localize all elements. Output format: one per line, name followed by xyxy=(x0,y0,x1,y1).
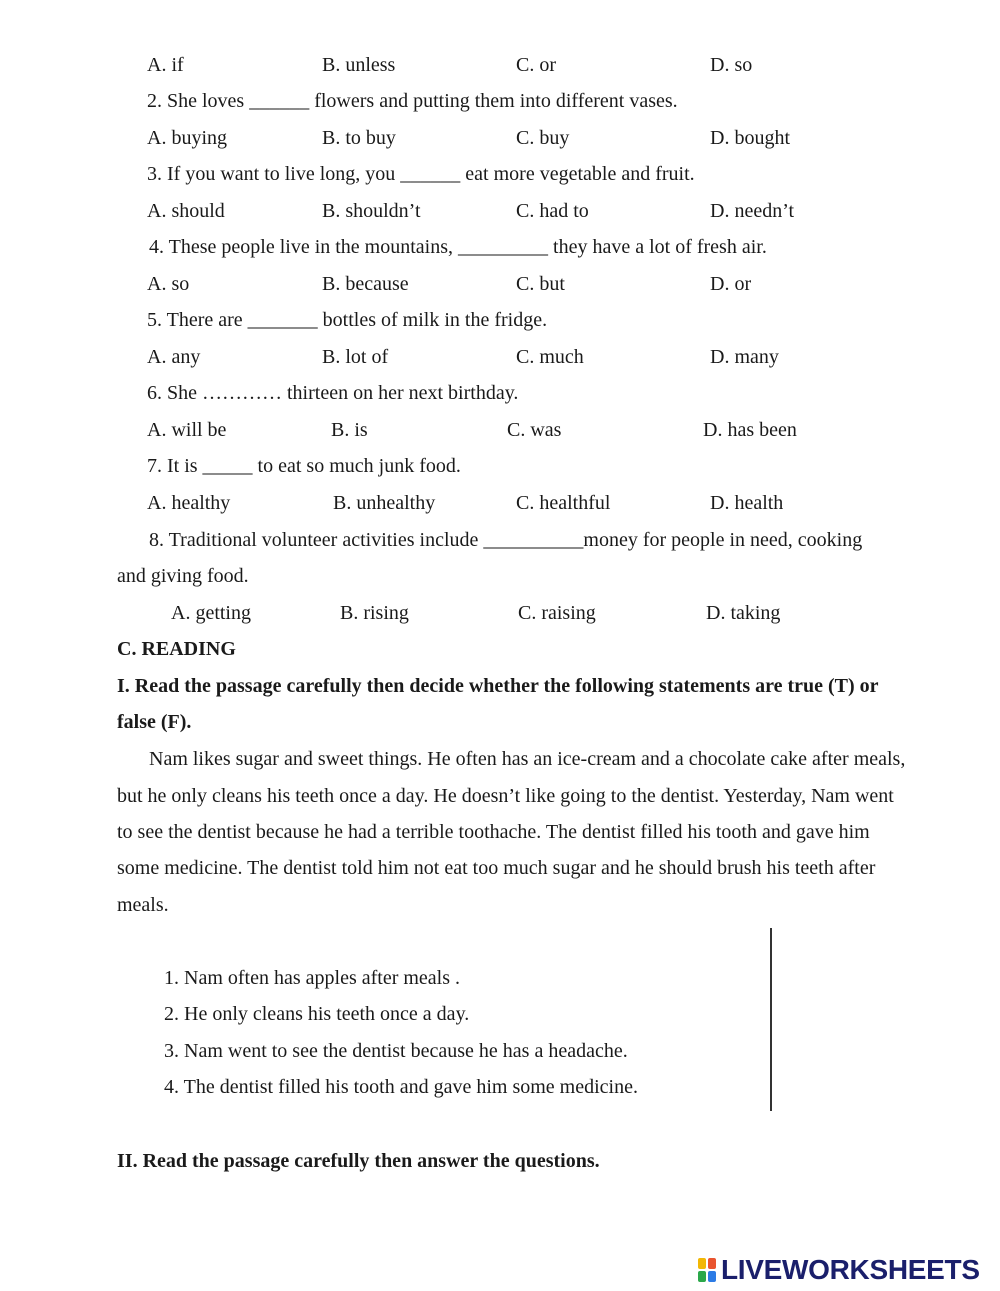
question-stem: 4. These people live in the mountains, _________ they have a lot of fresh air. xyxy=(149,236,767,258)
option-d: D. health xyxy=(710,492,784,514)
passage-line: some medicine. The dentist told him not eat too much sugar and he should brush his teeth after xyxy=(117,857,876,879)
option-a: A. getting xyxy=(171,602,251,624)
option-b: B. unhealthy xyxy=(333,492,436,514)
option-a: A. should xyxy=(147,200,225,222)
passage-line: meals. xyxy=(117,894,169,916)
option-a: A. buying xyxy=(147,127,227,149)
option-a: A. healthy xyxy=(147,492,231,514)
statement-item: 1. Nam often has apples after meals . xyxy=(164,967,461,989)
logo-square-icon xyxy=(708,1258,716,1269)
option-c: C. was xyxy=(507,419,562,441)
option-d: D. has been xyxy=(703,419,797,441)
question-stem: 8. Traditional volunteer activities include __________money for people in need, cooking xyxy=(149,529,863,551)
answer-column-divider xyxy=(770,928,772,1111)
statement-item: 4. The dentist filled his tooth and gave him some medicine. xyxy=(164,1076,638,1098)
option-c: C. or xyxy=(516,54,556,76)
question-stem-continued: and giving food. xyxy=(117,565,249,587)
passage-line: Nam likes sugar and sweet things. He often has an ice-cream and a chocolate cake after meals, xyxy=(149,748,906,770)
option-c: C. buy xyxy=(516,127,570,149)
option-b: B. is xyxy=(331,419,368,441)
logo-text: LIVEWORKSHEETS xyxy=(721,1254,980,1285)
passage-line: but he only cleans his teeth once a day. He doesn’t like going to the dentist. Yesterday, Nam went xyxy=(117,785,894,807)
option-b: B. rising xyxy=(340,602,409,624)
question-stem: 3. If you want to live long, you ______ eat more vegetable and fruit. xyxy=(147,163,695,185)
liveworksheets-logo-icon xyxy=(697,1257,717,1283)
part1-instruction-cont: false (F). xyxy=(117,711,192,733)
option-a: A. any xyxy=(147,346,201,368)
part1-instruction: I. Read the passage carefully then decide whether the following statements are true (T) or xyxy=(117,675,879,697)
option-a: A. so xyxy=(147,273,190,295)
option-d: D. many xyxy=(710,346,779,368)
option-a: A. will be xyxy=(147,419,227,441)
option-c: C. much xyxy=(516,346,584,368)
option-b: B. lot of xyxy=(322,346,389,368)
option-b: B. to buy xyxy=(322,127,396,149)
question-stem: 6. She ………… thirteen on her next birthday. xyxy=(147,382,519,404)
option-d: D. taking xyxy=(706,602,781,624)
liveworksheets-logo xyxy=(697,1255,980,1285)
part2-instruction: II. Read the passage carefully then answer the questions. xyxy=(117,1150,600,1172)
option-c: C. had to xyxy=(516,200,589,222)
option-d: D. bought xyxy=(710,127,790,149)
option-d: D. so xyxy=(710,54,753,76)
section-heading: C. READING xyxy=(117,638,236,660)
passage-line: to see the dentist because he had a terrible toothache. The dentist filled his tooth and gave him xyxy=(117,821,870,843)
option-b: B. unless xyxy=(322,54,396,76)
statement-item: 2. He only cleans his teeth once a day. xyxy=(164,1003,470,1025)
logo-square-icon xyxy=(698,1271,706,1282)
option-b: B. because xyxy=(322,273,409,295)
option-c: C. but xyxy=(516,273,565,295)
option-b: B. shouldn’t xyxy=(322,200,421,222)
logo-square-icon xyxy=(698,1258,706,1269)
statement-item: 3. Nam went to see the dentist because he has a headache. xyxy=(164,1040,628,1062)
option-d: D. needn’t xyxy=(710,200,795,222)
option-c: C. raising xyxy=(518,602,596,624)
question-stem: 2. She loves ______ flowers and putting them into different vases. xyxy=(147,90,678,112)
option-a: A. if xyxy=(147,54,184,76)
option-d: D. or xyxy=(710,273,752,295)
option-c: C. healthful xyxy=(516,492,611,514)
logo-square-icon xyxy=(708,1271,716,1282)
question-stem: 7. It is _____ to eat so much junk food. xyxy=(147,455,461,477)
question-stem: 5. There are _______ bottles of milk in the fridge. xyxy=(147,309,548,331)
